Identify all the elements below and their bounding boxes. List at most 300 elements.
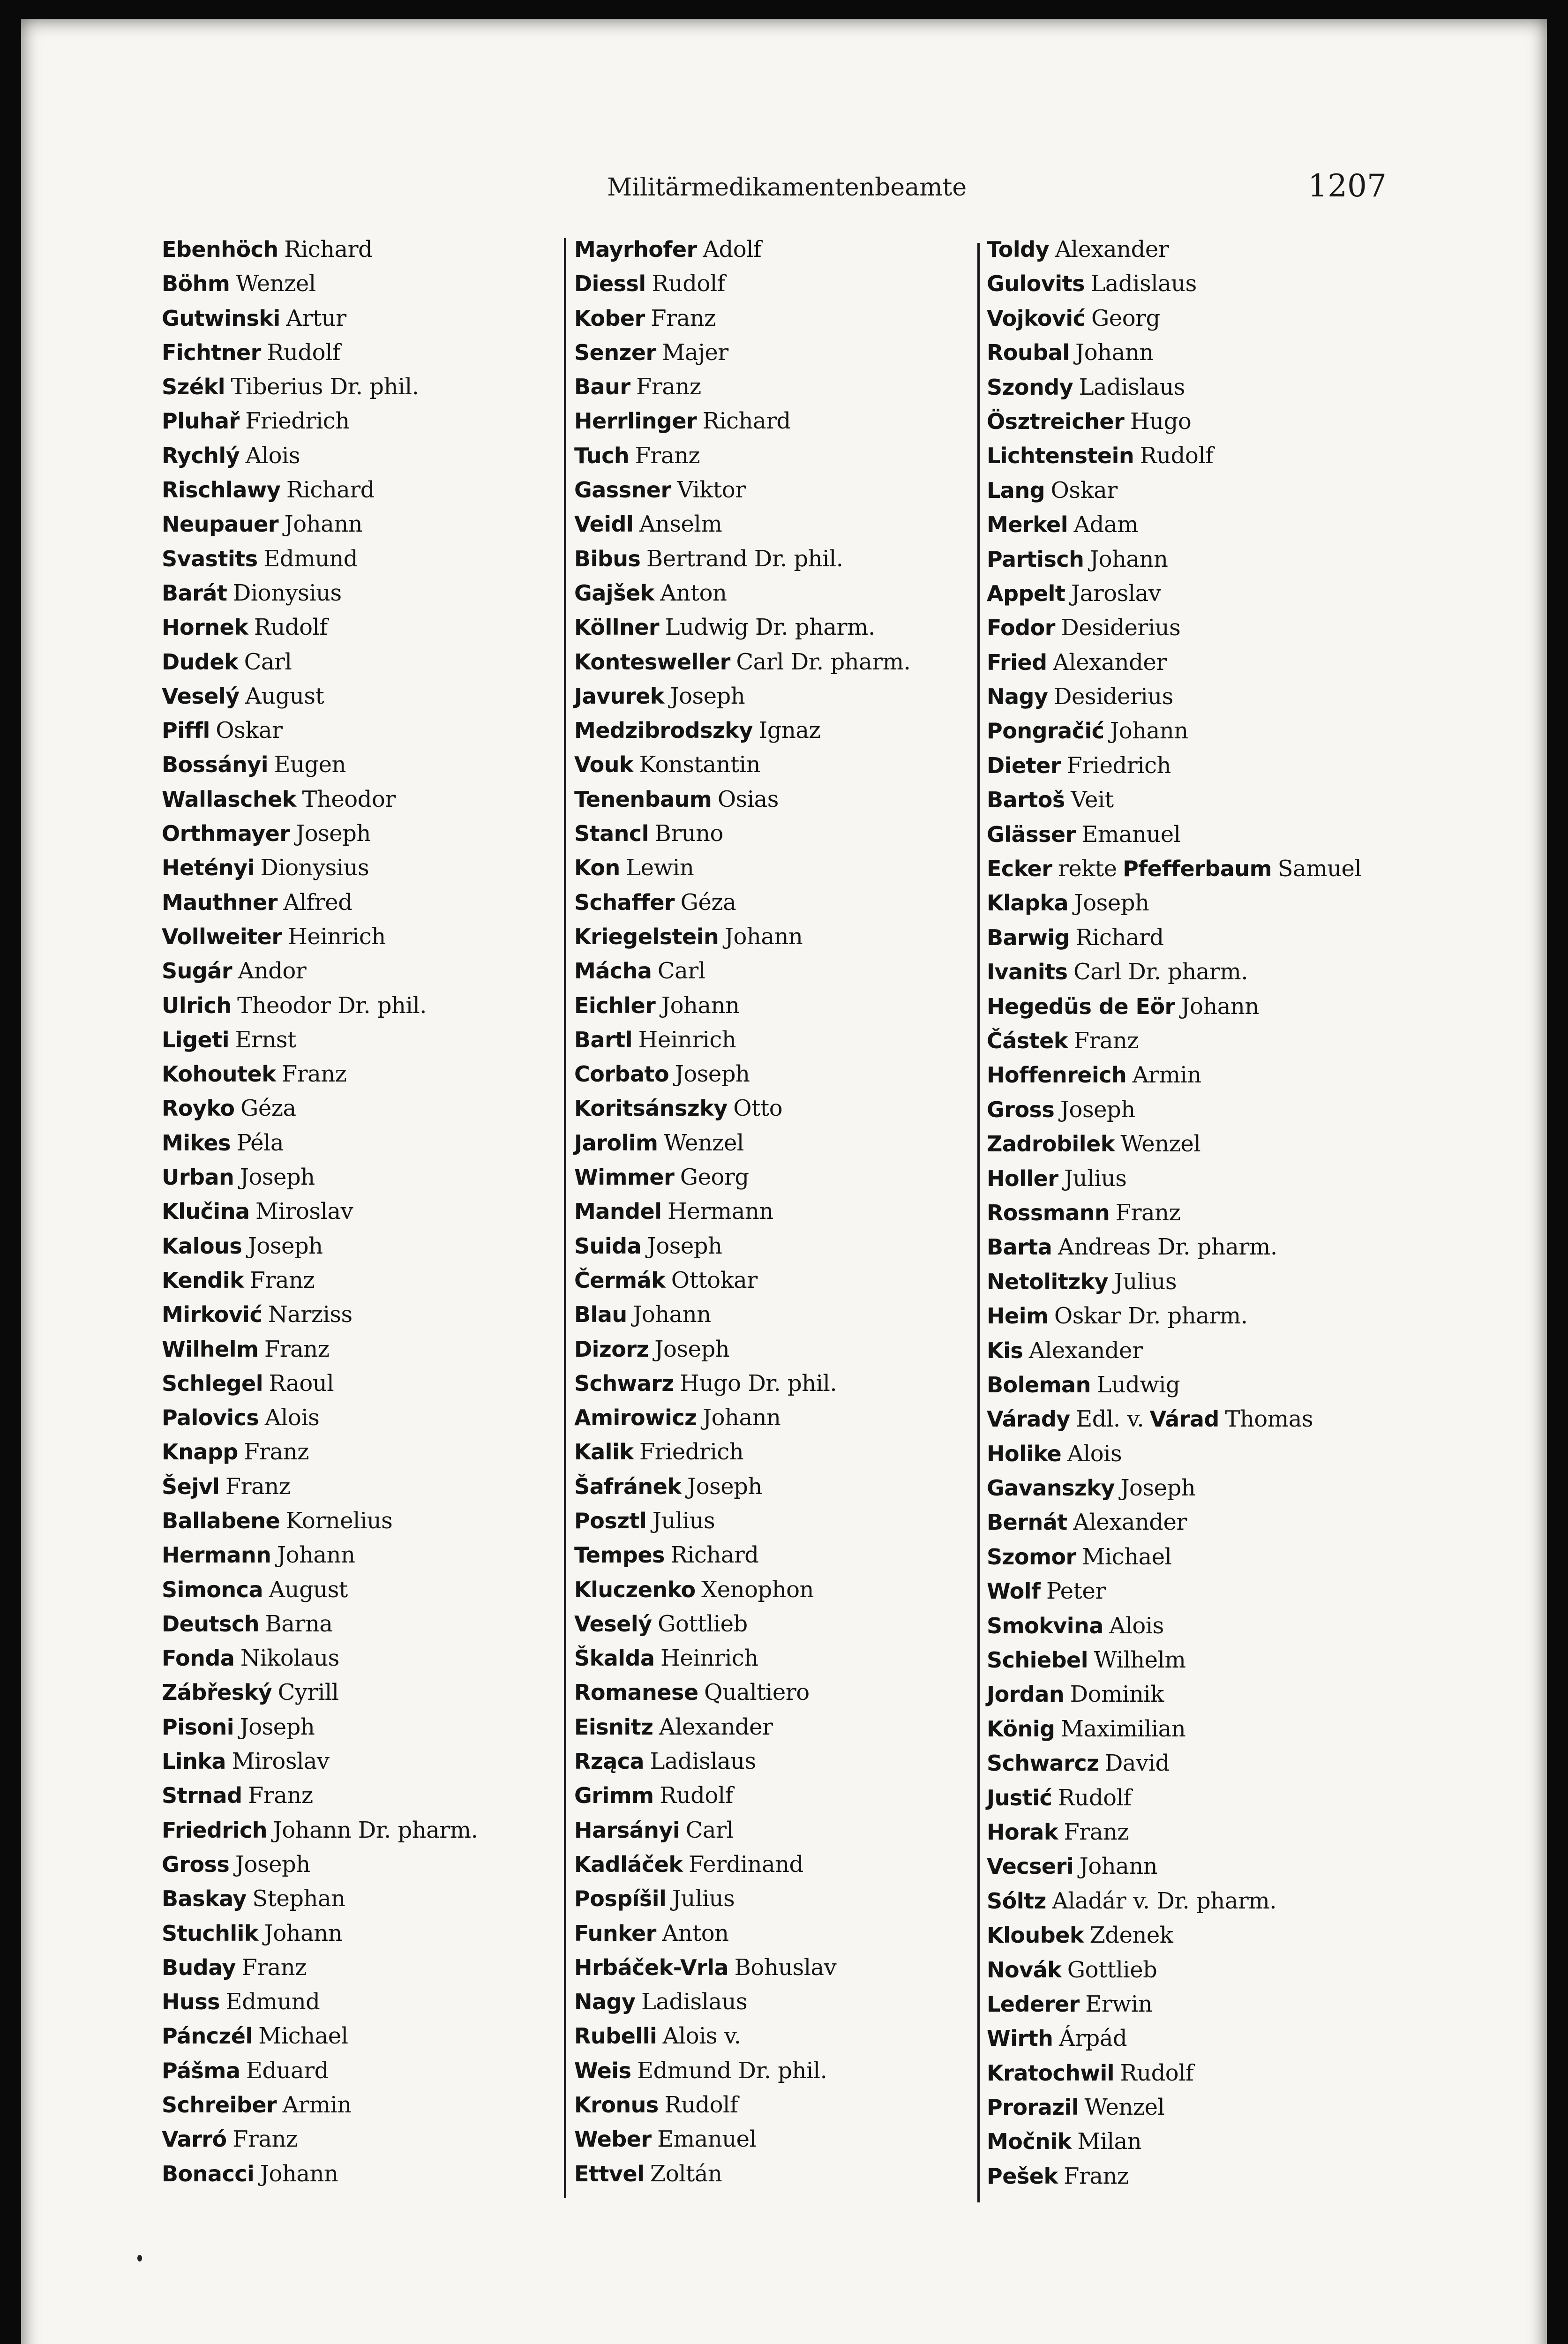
entry-surname: Zábřeský: [162, 1680, 272, 1705]
entry-surname: Szondy: [987, 374, 1073, 400]
name-entry: [987, 2090, 1361, 2124]
name-entry: [162, 1435, 478, 1469]
name-entry: [162, 1057, 478, 1091]
entry-given-name: Alois: [245, 442, 300, 469]
name-entry: [574, 1744, 910, 1778]
entry-given-name: Franz: [281, 1061, 347, 1088]
entry-given-name: Géza: [680, 889, 736, 916]
name-entry: [574, 988, 910, 1022]
entry-surname: Veselý: [574, 1611, 652, 1637]
entry-surname: Holike: [987, 1441, 1062, 1466]
entry-surname: Huss: [162, 1989, 220, 2015]
name-entry: [987, 1402, 1361, 1436]
entry-surname: Baur: [574, 374, 630, 400]
entry-given-name: Joseph: [687, 1473, 762, 1500]
entry-surname: Bernát: [987, 1510, 1067, 1535]
entry-given-name: Alexander: [1028, 1337, 1143, 1364]
entry-given-name: Alois: [1067, 1440, 1122, 1467]
name-entry: [574, 954, 910, 988]
entry-surname: Pluhař: [162, 408, 240, 434]
name-entry: [162, 1400, 478, 1435]
name-entry: [574, 369, 910, 404]
name-entry: [574, 885, 910, 919]
name-entry: [162, 1503, 478, 1538]
entry-given-name: Michael: [1082, 1543, 1172, 1570]
entry-surname: Grimm: [574, 1783, 654, 1809]
entry-given-name: Wilhelm: [1094, 1647, 1186, 1674]
name-entry: [574, 1160, 910, 1194]
name-entry: [162, 610, 478, 644]
name-entry: [987, 1058, 1361, 1092]
entry-surname: Piffl: [162, 718, 210, 744]
entry-given-name: Franz: [233, 2126, 298, 2153]
entry-surname: Hermann: [162, 1542, 271, 1568]
entry-given-name: Richard: [670, 1542, 759, 1569]
entry-surname: Ulrich: [162, 992, 232, 1018]
entry-given-name: Rudolf: [254, 614, 328, 641]
entry-surname: Bartoš: [987, 787, 1065, 813]
entry-given-name: Erwin: [1085, 1991, 1153, 2017]
entry-given-name: Wenzel: [235, 270, 316, 297]
name-entry: [162, 1916, 478, 1950]
entry-given-name: Eduard: [246, 2057, 329, 2084]
entry-surname: Amirowicz: [574, 1405, 697, 1431]
entry-given-name: Johann: [1181, 993, 1259, 1020]
entry-given-name: Rudolf: [1140, 443, 1214, 469]
name-entry: [162, 1126, 478, 1160]
name-entry: [574, 1263, 910, 1297]
entry-surname: Gross: [987, 1097, 1055, 1122]
entry-given-name: Carl: [244, 648, 292, 675]
entry-surname: Várad: [1149, 1406, 1219, 1432]
entry-given-name: Alexander: [1053, 649, 1167, 676]
entry-surname: Kon: [574, 855, 620, 881]
entry-given-name: Franz: [249, 1267, 315, 1293]
name-entry: [574, 301, 910, 335]
entry-surname: Gassner: [574, 477, 671, 503]
name-entry: [162, 2088, 478, 2122]
entry-given-name: Rudolf: [652, 270, 725, 297]
name-entry: [987, 851, 1361, 886]
entry-surname: Vecseri: [987, 1854, 1074, 1879]
name-entry: [987, 1918, 1361, 1952]
name-entry: [162, 266, 478, 301]
name-entry: [162, 988, 478, 1022]
name-entry: [987, 2124, 1361, 2158]
entry-surname: Palovics: [162, 1405, 259, 1431]
entry-given-name: Péla: [236, 1129, 284, 1156]
entry-surname: Koritsánszky: [574, 1096, 728, 1121]
entry-surname: Lang: [987, 477, 1045, 503]
entry-surname: Tuch: [574, 443, 630, 468]
entry-given-name: Barna: [265, 1610, 333, 1637]
entry-given-name: Qualtiero: [704, 1679, 810, 1706]
entry-given-name: Carl: [685, 1817, 734, 1843]
entry-given-name: Samuel: [1277, 856, 1362, 882]
name-entry: [162, 335, 478, 369]
name-entry: [162, 438, 478, 473]
entry-given-name: Joseph: [1120, 1475, 1196, 1502]
name-entry: [987, 1884, 1361, 1918]
name-entry: [162, 1332, 478, 1366]
entry-given-name: Carl Dr. pharm.: [1073, 959, 1248, 985]
name-entry: [987, 576, 1361, 610]
name-entry: [162, 1744, 478, 1778]
entry-given-name: Dominik: [1070, 1681, 1164, 1708]
name-entry: [987, 645, 1361, 679]
entry-given-name: Joseph: [675, 1061, 750, 1088]
entry-surname: Tempes: [574, 1542, 665, 1568]
name-entry: [987, 1333, 1361, 1367]
column-rule-left: [564, 238, 566, 2198]
name-entry: [574, 1057, 910, 1091]
entry-given-name: Alois v.: [662, 2023, 741, 2050]
entry-given-name: Franz: [651, 305, 716, 331]
entry-given-name: Julius: [652, 1507, 715, 1534]
entry-given-name: Georg: [1091, 305, 1160, 331]
name-entry: [162, 1641, 478, 1675]
entry-given-name: Otto: [733, 1095, 783, 1122]
entry-given-name: Eugen: [274, 751, 346, 778]
entry-given-name: Johann: [264, 1920, 343, 1946]
entry-given-name: Johann: [724, 923, 803, 950]
entry-given-name: Joseph: [295, 820, 371, 847]
entry-given-name: Alois: [264, 1405, 320, 1431]
entry-given-name: Richard: [284, 236, 373, 263]
entry-surname: Ettvel: [574, 2161, 645, 2186]
name-entry: [987, 542, 1361, 576]
entry-surname: Boleman: [987, 1372, 1091, 1397]
entry-given-name: Alexander: [1055, 236, 1169, 263]
entry-surname: Neupauer: [162, 511, 279, 537]
entry-surname: Diessl: [574, 271, 646, 297]
entry-given-name: Bruno: [654, 820, 723, 847]
name-entry: [574, 1194, 910, 1228]
entry-surname: Kohoutek: [162, 1061, 276, 1087]
name-entry: [162, 1091, 478, 1125]
entry-surname: Pánczél: [162, 2023, 253, 2049]
entry-given-name: Franz: [248, 1782, 313, 1809]
entry-given-name: Árpád: [1058, 2025, 1127, 2052]
entry-surname: Fodor: [987, 615, 1055, 641]
entry-given-name: Bohuslav: [734, 1954, 837, 1981]
entry-given-name: Osias: [717, 786, 779, 812]
entry-surname: Horak: [987, 1819, 1058, 1845]
entry-given-name: Hugo Dr. phil.: [680, 1370, 837, 1397]
name-entry: [162, 1297, 478, 1331]
entry-surname: König: [987, 1716, 1055, 1742]
entry-given-name: Friedrich: [639, 1439, 744, 1465]
entry-surname: Schwarz: [574, 1370, 674, 1396]
name-entry: [987, 817, 1361, 851]
entry-given-name: Konstantin: [639, 751, 760, 778]
entry-given-name: Wenzel: [1084, 2094, 1165, 2121]
name-entry: [987, 1367, 1361, 1402]
entry-given-name: Franz: [244, 1439, 309, 1465]
entry-surname: Vollweiter: [162, 924, 282, 949]
name-entry: [574, 919, 910, 954]
name-entry: [574, 1435, 910, 1469]
entry-surname: Mandel: [574, 1199, 662, 1225]
entry-surname: Sóltz: [987, 1888, 1046, 1914]
name-entry: [162, 541, 478, 576]
name-entry: [162, 1366, 478, 1400]
entry-surname: Mirković: [162, 1302, 263, 1328]
entry-surname: Linka: [162, 1749, 226, 1774]
entry-surname: Šejvl: [162, 1473, 220, 1499]
entry-given-name: Richard: [1075, 924, 1164, 951]
entry-given-name: Michael: [258, 2023, 348, 2050]
entry-given-name: Wenzel: [1120, 1131, 1201, 1157]
name-entry: [987, 2056, 1361, 2090]
entry-given-name: August: [269, 1576, 348, 1603]
name-entry: [162, 816, 478, 850]
name-entry: [162, 232, 478, 266]
name-entry: [987, 266, 1361, 301]
name-entry: [574, 1126, 910, 1160]
entry-given-name: August: [245, 683, 324, 709]
entry-given-name: Géza: [240, 1095, 296, 1122]
name-entry: [987, 748, 1361, 782]
name-entry: [574, 1916, 910, 1950]
name-entry: [162, 507, 478, 541]
entry-given-name: Miroslav: [232, 1748, 330, 1775]
entry-given-name: Anselm: [639, 511, 722, 538]
name-entry: [987, 1436, 1361, 1471]
entry-given-name: Dionysius: [260, 855, 369, 881]
name-column-2: [574, 232, 910, 2191]
entry-surname: Buday: [162, 1954, 236, 1980]
name-entry: [162, 2019, 478, 2053]
entry-given-name: Anton: [662, 1920, 729, 1946]
name-entry: [987, 1023, 1361, 1058]
entry-given-name: Joseph: [1060, 1096, 1135, 1123]
entry-surname: Kluczenko: [574, 1577, 696, 1602]
entry-given-name: David: [1104, 1750, 1170, 1777]
entry-given-name: Oskar: [1050, 477, 1118, 503]
name-entry: [162, 576, 478, 610]
name-entry: [574, 782, 910, 816]
entry-given-name: Johann: [284, 511, 363, 538]
entry-surname: Pešek: [987, 2163, 1058, 2189]
name-entry: [574, 541, 910, 576]
name-entry: [987, 473, 1361, 507]
entry-surname: Suida: [574, 1233, 642, 1259]
name-entry: [574, 1847, 910, 1881]
entry-surname: Fonda: [162, 1645, 235, 1671]
entry-surname: Smokvina: [987, 1613, 1103, 1638]
entry-surname: Ebenhöch: [162, 237, 278, 262]
entry-surname: Várady: [987, 1406, 1070, 1432]
entry-surname: Novák: [987, 1957, 1062, 1983]
name-entry: [574, 1022, 910, 1057]
name-entry: [574, 335, 910, 369]
entry-surname: Svastits: [162, 546, 258, 571]
entry-surname: Friedrich: [162, 1817, 268, 1843]
entry-surname: Klapka: [987, 890, 1069, 916]
entry-surname: Barwig: [987, 924, 1070, 950]
entry-given-name: Joseph: [240, 1164, 315, 1191]
entry-given-name: Kornelius: [285, 1507, 393, 1534]
entry-surname: Wilhelm: [162, 1336, 259, 1362]
name-entry: [162, 1572, 478, 1607]
entry-surname: Schlegel: [162, 1370, 263, 1396]
name-entry: [574, 1778, 910, 1812]
entry-surname: Gulovits: [987, 271, 1085, 297]
entry-given-name: Ignaz: [758, 717, 821, 744]
entry-surname: Orthmayer: [162, 821, 290, 847]
entry-given-name: Johann: [1079, 1853, 1158, 1880]
entry-given-name: Bertrand Dr. phil.: [646, 545, 843, 572]
name-entry: [987, 1299, 1361, 1333]
name-entry: [574, 1503, 910, 1538]
name-entry: [987, 1746, 1361, 1780]
entry-given-name: Ottokar: [671, 1267, 758, 1293]
entry-given-name: Franz: [225, 1473, 291, 1500]
name-entry: [162, 1710, 478, 1744]
name-entry: [987, 335, 1361, 369]
entry-surname: Schaffer: [574, 889, 675, 915]
entry-given-name: Aladár v. Dr. pharm.: [1052, 1887, 1277, 1914]
entry-surname: Glässer: [987, 821, 1076, 847]
name-entry: [162, 954, 478, 988]
entry-surname: Funker: [574, 1920, 656, 1946]
entry-given-name: Alexander: [659, 1713, 773, 1740]
page-number: 1207: [1308, 168, 1387, 204]
entry-given-name: Ludwig: [1096, 1371, 1180, 1398]
name-entry: [987, 1230, 1361, 1264]
entry-given-name: Franz: [635, 442, 700, 469]
entry-given-name: Johann: [633, 1301, 711, 1328]
name-entry: [162, 301, 478, 335]
entry-given-name: Julius: [672, 1886, 735, 1912]
entry-given-name: rekte: [1058, 856, 1117, 882]
name-entry: [574, 610, 910, 644]
name-entry: [574, 1607, 910, 1641]
entry-given-name: Ferdinand: [688, 1851, 803, 1878]
name-entry: [574, 2019, 910, 2053]
name-entry: [574, 1297, 910, 1331]
name-entry: [162, 1538, 478, 1572]
entry-surname: Lederer: [987, 1991, 1080, 2017]
entry-surname: Ligeti: [162, 1027, 229, 1052]
entry-surname: Royko: [162, 1096, 235, 1121]
entry-surname: Pongračić: [987, 718, 1104, 744]
entry-surname: Roubal: [987, 340, 1070, 366]
name-entry: [574, 2088, 910, 2122]
entry-surname: Dizorz: [574, 1336, 649, 1362]
name-column-1: [162, 232, 478, 2191]
name-entry: [987, 782, 1361, 817]
name-entry: [987, 1195, 1361, 1230]
name-entry: [574, 2156, 910, 2191]
entry-given-name: Emanuel: [1081, 821, 1181, 848]
name-entry: [574, 1366, 910, 1400]
entry-surname: Wirth: [987, 2026, 1053, 2051]
entry-surname: Kalous: [162, 1233, 242, 1259]
entry-given-name: Hugo: [1130, 408, 1192, 435]
entry-given-name: Franz: [241, 1954, 307, 1981]
entry-given-name: Joseph: [647, 1232, 722, 1259]
entry-surname: Baskay: [162, 1886, 247, 1912]
entry-surname: Schwarcz: [987, 1750, 1099, 1776]
name-entry: [574, 507, 910, 541]
entry-given-name: Oskar: [216, 717, 283, 744]
running-header-title: Militärmedikamentenbeamte: [607, 173, 967, 202]
name-entry: [987, 1505, 1361, 1539]
name-entry: [162, 1675, 478, 1709]
entry-given-name: Cyrill: [278, 1679, 339, 1706]
name-entry: [987, 2159, 1361, 2193]
entry-surname: Fichtner: [162, 339, 261, 365]
entry-surname: Barta: [987, 1234, 1052, 1260]
entry-given-name: Friedrich: [245, 408, 350, 435]
entry-given-name: Maximilian: [1060, 1715, 1186, 1742]
entry-surname: Sugár: [162, 958, 233, 984]
entry-given-name: Armin: [282, 2092, 352, 2119]
name-entry: [162, 369, 478, 404]
name-entry: [574, 1813, 910, 1847]
entry-surname: Rychlý: [162, 443, 240, 468]
entry-surname: Šafránek: [574, 1473, 682, 1499]
entry-surname: Stuchlik: [162, 1920, 259, 1946]
entry-surname: Hornek: [162, 615, 248, 640]
name-entry: [987, 1643, 1361, 1677]
name-entry: [162, 919, 478, 954]
entry-surname: Ecker: [987, 856, 1052, 882]
entry-given-name: Theodor Dr. phil.: [237, 992, 427, 1019]
entry-surname: Böhm: [162, 271, 230, 297]
entry-surname: Tenenbaum: [574, 786, 712, 812]
entry-surname: Prorazil: [987, 2095, 1079, 2120]
name-entry: [162, 1229, 478, 1263]
name-entry: [574, 1984, 910, 2019]
entry-given-name: Joseph: [248, 1232, 323, 1259]
entry-given-name: Desiderius: [1061, 615, 1181, 641]
entry-surname: Wolf: [987, 1578, 1041, 1604]
entry-surname: Netolitzky: [987, 1269, 1109, 1294]
entry-given-name: Veit: [1071, 787, 1114, 813]
name-entry: [574, 1229, 910, 1263]
name-entry: [162, 782, 478, 816]
entry-surname: Čermák: [574, 1267, 666, 1293]
entry-given-name: Majer: [662, 339, 728, 366]
name-entry: [987, 232, 1361, 266]
entry-surname: Justić: [987, 1785, 1052, 1811]
name-entry: [987, 954, 1361, 989]
entry-surname: Deutsch: [162, 1611, 260, 1637]
entry-surname: Mauthner: [162, 889, 278, 915]
name-entry: [574, 679, 910, 713]
name-entry: [574, 232, 910, 266]
name-entry: [162, 645, 478, 679]
entry-surname: Senzer: [574, 339, 656, 365]
column-rule-right: [977, 243, 980, 2202]
entry-surname: Kalik: [574, 1439, 634, 1465]
entry-surname: Heim: [987, 1303, 1049, 1329]
entry-surname: Pášma: [162, 2058, 240, 2083]
name-entry: [574, 1710, 910, 1744]
entry-surname: Hetényi: [162, 855, 255, 881]
name-entry: [987, 1540, 1361, 1574]
name-entry: [162, 2156, 478, 2191]
entry-surname: Stancl: [574, 821, 649, 847]
name-entry: [987, 714, 1361, 748]
entry-surname: Kriegelstein: [574, 924, 719, 949]
entry-surname: Corbato: [574, 1061, 669, 1087]
entry-given-name: Thomas: [1225, 1406, 1313, 1433]
entry-given-name: Ladislaus: [1079, 374, 1185, 400]
